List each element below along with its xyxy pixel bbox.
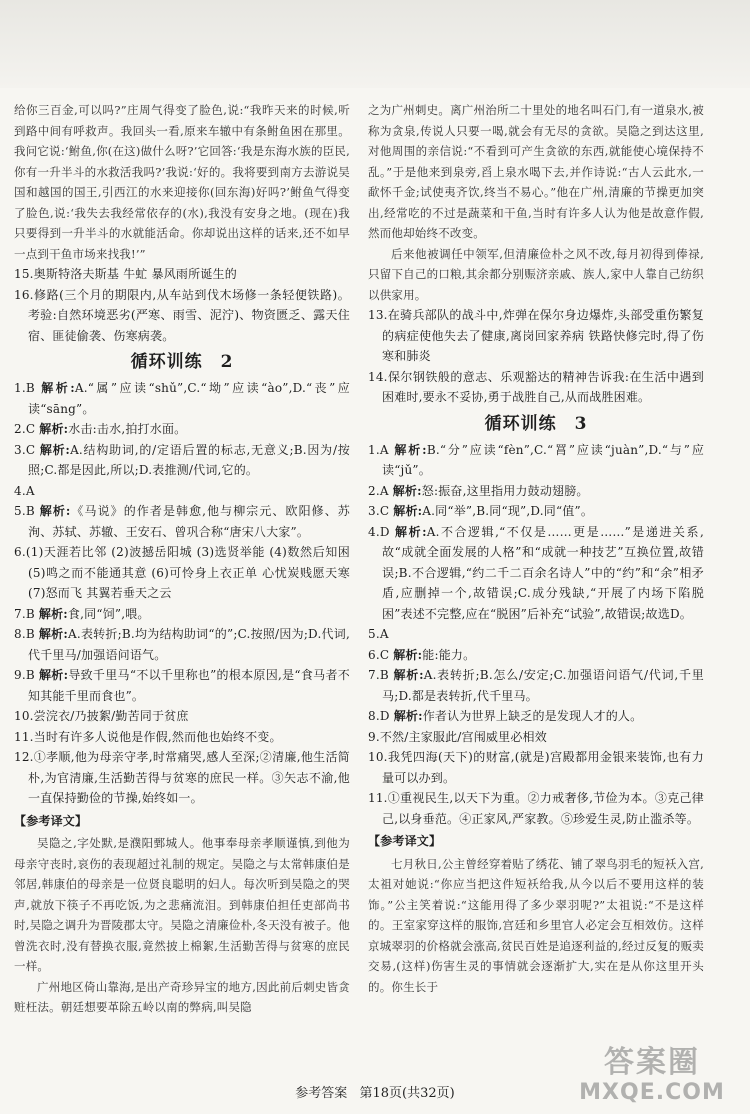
answer-item: 11.①重视民生,以天下为重。②力戒奢侈,节俭为本。③克己律己,以身垂范。④正家风,严家教。⑤珍爱生灵,防止滥杀等。 xyxy=(368,791,704,826)
answer-item: 4.D 解析:A.不合逻辑,“不仅是……更是……”是递进关系,故“成就全面发展的人格”和“成就一种技艺”互换位置,故错误;B.不合逻辑,“约二千二百余名诗人”中的“约”和“余”相矛盾,应删掉一个,故错误;C.成分残缺,“开展了内场下陷脱困”表述不完整,应在“脱困”后补充“试验”,故错误;故选D。 xyxy=(368,524,705,621)
answer-item: 7.B 解析:A.表转折;B.怎么/安定;C.加强语问语气/代词,千里马;D.都是表转折,代千里马。 xyxy=(368,668,704,703)
section-number: 3 xyxy=(574,413,588,434)
answer-item: 9.B 解析:导致千里马“不以千里称也”的根本原因,是“食马者不知其能千里而食也”。 xyxy=(14,668,350,703)
reference-translation-title: 【参考译文】 xyxy=(14,813,88,828)
analysis-label: 解析: xyxy=(39,442,71,457)
analysis-label: 解析: xyxy=(395,524,427,539)
answer-item: 2.A 解析:怒:振奋,这里指用力鼓动翅膀。 xyxy=(368,483,589,498)
answer-item: 1.A 解析:B.“分”应读“fèn”,C.“罥”应读“juàn”,D.“与”应读“jǔ”。 xyxy=(368,442,705,477)
footer-label: 参考答案 xyxy=(295,1086,348,1101)
translation-paragraph: 七月秋日,公主曾经穿着贴了绣花、铺了翠鸟羽毛的短袄入宫,太祖对她说:“你应当把这件短袄给我,从今以后不要用这样的装饰。”公主笑着说:“这能用得了多少翠羽呢?”太祖说:“不是这样的。王室家穿这样的服饰,宫廷和乡里官人必定会互相效仿。这样京城翠羽的价格就会涨高,贫民百姓是追逐利益的,经过反复的贩卖交易,(这样)伤害生灵的事情就会逐渐扩大,实在是从你这里开头的。你生长于 xyxy=(368,856,704,994)
answer-item: 9.不然/主家服此/宫闱威里必相效 xyxy=(368,729,547,744)
answer-item: 16.修路(三个月的期限内,从车站到伐木场修一条轻便铁路)。考验:自然环境恶劣(严寒、雨雪、泥泞)、物资匮乏、露天住宿、匪徒偷袭、伤寒病袭。 xyxy=(14,287,350,343)
analysis-label: 解析: xyxy=(38,627,69,641)
answer-item: 7.B 解析:食,同“饲”,喂。 xyxy=(14,606,150,621)
watermark-logo xyxy=(562,1046,742,1112)
answer-item: 5.A xyxy=(368,627,389,641)
analysis-label: 解析: xyxy=(393,668,424,682)
analysis-label: 解析: xyxy=(41,381,75,395)
analysis-label: 解析: xyxy=(38,606,68,621)
section-number: 2 xyxy=(220,352,234,372)
answer-item: 10.尝浣衣/乃披絮/勤苦同于贫庶 xyxy=(14,709,189,723)
answer-item: 14.保尔钢铁般的意志、乐观豁达的精神告诉我:在生活中遇到困难时,要永不妥协,勇于战胜自己,从而战胜困难。 xyxy=(368,369,704,404)
translation-paragraph: 广州地区倚山靠海,是出产奇珍异宝的地方,因此前后刺史皆贪赃枉法。朝廷想要革除五岭以南的弊病,叫吴隐 xyxy=(14,979,350,1014)
watermark-text-cn: 答案圈 xyxy=(604,1045,700,1080)
answer-item: 13.在骑兵部队的战斗中,炸弹在保尔身边爆炸,头部受重伤繁复的病症使他失去了健康,离岗回家养病 铁路快修完时,得了伤寒和肺炎 xyxy=(368,308,704,363)
answer-item: 6.(1)天涯若比邻 (2)波撼岳阳城 (3)选贤举能 (4)数然后知困 (5)鸣之而不能通其意 (6)可怜身上衣正单 心忧炭贱愿天寒 (7)怒而飞 其翼若垂天之云 xyxy=(14,545,350,600)
translation-continued-paragraph: 之为广州刺史。离广州治所二十里处的地名叫石门,有一道泉水,被称为贪泉,传说人只要一喝,就会有无尽的贪欲。吴隐之到达这里,对他周围的亲信说:“不看到可产生贪欲的东西,就能使心境保持不乱。”于是他来到泉旁,舀上泉水喝下去,并作诗说:“古人云此水,一歃怀千金;试使夷齐饮,终当不易心。”他在广州,清廉的节操更加突出,经常吃的不过是蔬菜和干鱼,当时有许多人认为他是故意作假,然而他却始终不改变。 xyxy=(368,103,704,240)
analysis-label: 解析: xyxy=(393,504,423,518)
answer-item: 15.奥斯特洛夫斯基 牛虻 暴风雨所诞生的 xyxy=(14,267,237,281)
analysis-label: 解析: xyxy=(393,709,423,723)
left-column xyxy=(14,100,350,1018)
answer-item: 8.D 解析:作者认为世界上缺乏的是发现人才的人。 xyxy=(368,709,643,723)
analysis-label: 解析: xyxy=(39,504,71,518)
answer-item: 5.B 解析:《马说》的作者是韩愈,他与柳宗元、欧阳修、苏洵、苏轼、苏辙、王安石、曾巩合称“唐宋八大家”。 xyxy=(14,504,350,539)
scan-top-margin xyxy=(0,0,750,88)
section-title: 循环训练 xyxy=(484,413,557,434)
analysis-label: 解析: xyxy=(39,422,69,436)
answer-item: 11.当时有许多人说他是作假,然而他也始终不变。 xyxy=(14,729,282,744)
translation-paragraph: 后来他被调任中领军,但清廉俭朴之风不改,每月初得到俸禄,只留下自己的口粮,其余都分别赈济亲戚、族人,家中人靠自己纺织以供家用。 xyxy=(368,246,704,302)
answer-item: 8.B 解析:A.表转折;B.均为结构助词“的”;C.按照/因为;D.代词,代千里马/加强语问语气。 xyxy=(14,627,350,662)
analysis-label: 解析: xyxy=(38,668,69,682)
answer-item: 2.C 解析:水击:击水,拍打水面。 xyxy=(14,422,187,436)
answer-item: 10.我凭四海(天下)的财富,(就是)宫殿都用金银来装饰,也有力量可以办到。 xyxy=(368,750,704,785)
section-heading xyxy=(368,410,704,438)
section-title: 循环训练 xyxy=(130,352,203,372)
answer-item: 1.B 解析:A.“属”应读“shǔ”,C.“坳”应读“ào”,D.“丧”应读“sāng”。 xyxy=(14,381,350,416)
page-number: 第18页(共32页) xyxy=(359,1086,455,1101)
analysis-label: 解析: xyxy=(392,483,422,498)
answer-item: 4.A xyxy=(14,483,35,498)
analysis-label: 解析: xyxy=(393,647,423,662)
watermark-text-en: MXQE.COM xyxy=(579,1080,725,1105)
translation-paragraph: 吴隐之,字处默,是濮阳鄄城人。他事奉母亲孝顺谨慎,到他为母亲守丧时,哀伤的表现超过礼制的规定。吴隐之与太常韩康伯是邻居,韩康伯的母亲是一位贤良聪明的妇人。每次听到吴隐之的哭声,就放下筷子不再吃饭,为之悲痛流泪。到韩康伯担任吏部尚书时,吴隐之调升为晋陵郡太守。吴隐之清廉俭朴,冬天没有被子。他曾洗衣时,没有替换衣服,竟然披上棉絮,生活勤苦得与贫寒的庶民一样。 xyxy=(14,836,350,973)
answer-item: 3.C 解析:A.结构助词,的/定语后置的标志,无意义;B.因为/按照;C.都是因此,所以;D.表推测/代词,它的。 xyxy=(14,442,350,477)
right-column xyxy=(368,100,704,997)
answer-item: 3.C 解析:A.同“举”,B.同“现”,D.同“值”。 xyxy=(368,504,594,518)
section-heading xyxy=(14,348,350,376)
answer-item: 6.C 解析:能:能力。 xyxy=(368,647,476,662)
analysis-label: 解析: xyxy=(394,442,427,457)
reference-translation-title: 【参考译文】 xyxy=(368,834,442,848)
answer-item: 12.①孝顺,他为母亲守孝,时常痛哭,感人至深;②清廉,他生活简朴,为官清廉,生活勤苦得与贫寒的庶民一样。③矢志不渝,他一直保持勤俭的节操,始终如一。 xyxy=(14,750,350,805)
translation-continued-paragraph: 给你三百金,可以吗?”庄周气得变了脸色,说:“我昨天来的时候,听到路中间有呼救声。我回头一看,原来车辙中有条鲋鱼困在那里。我问它说:‘鲋鱼,你(在这)做什么呀?’它回答:‘我是东海水族的臣民,你有一升半斗的水救活我吗?’我说:‘好的。我将要到南方去游说吴国和越国的国王,引西江的水来迎接你(回东海)好吗?’鲋鱼气得变了脸色,说:‘我失去我经常依存的(水),我没有安身之地。(现在)我只要得到一升半斗的水就能活命。你却说出这样的话来,还不如早一点到干鱼市场来找我!’” xyxy=(14,103,350,261)
